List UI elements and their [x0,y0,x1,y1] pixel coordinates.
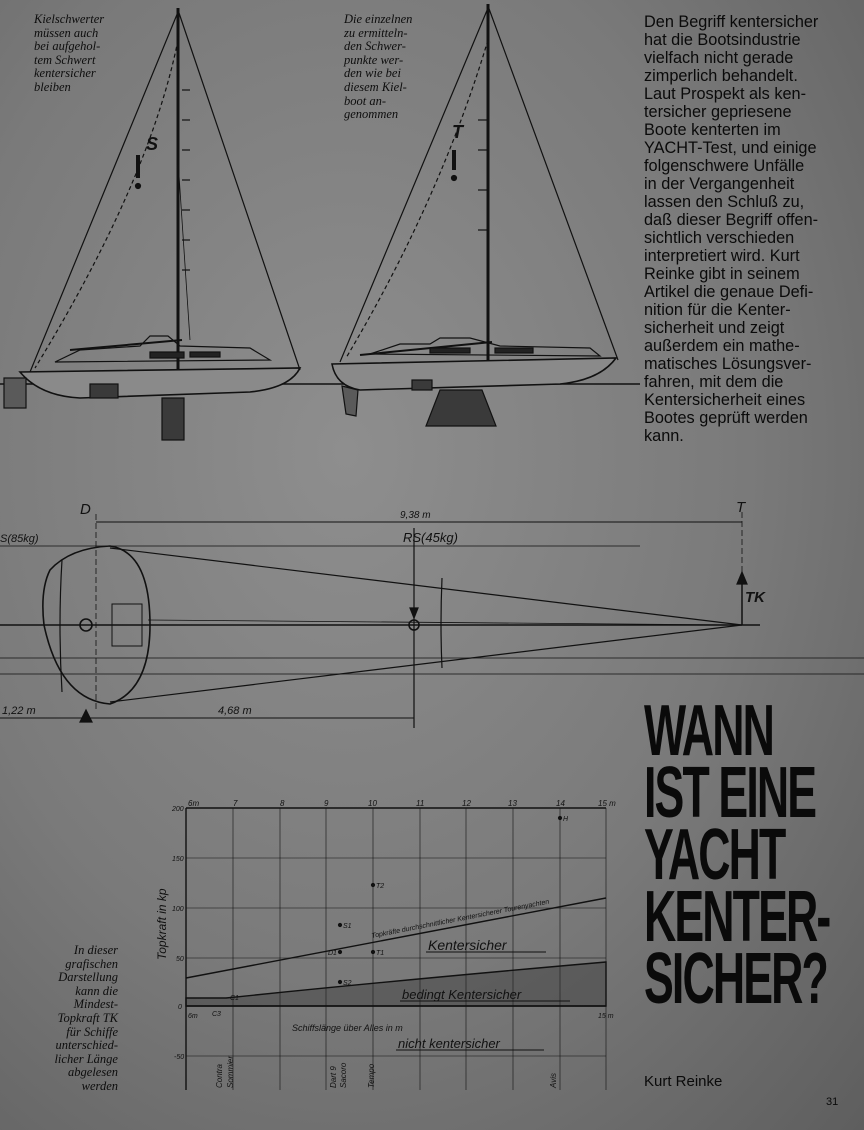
headline-line: SICHER? [644,939,827,1019]
caption-centers: Die einzelnen zu ermitteln- den Schwer- punkte wer- den wie bei diesem Kiel- boot an- genommen [344,12,413,122]
zone-unsafe-label: nicht kentersicher [398,1036,500,1051]
intro-paragraph: Den Begriff kentersicher hat die Bootsindustrie vielfach nicht gerade zimperlich behandelt. Laut Prospekt als ken- tersicher gepriesene Boote kenterten im YACHT-Test, und einige folgenschwere Unfälle in der Vergangenheit lassen den Schluß zu, daß dieser Begriff offen- sichtlich verschieden interpretiert wird. Kurt Reinke gibt in seinem Artikel die genaue Defi- nition für die Kenter- sicherheit und zeigt außerdem ein mathe- matisches Lösungsver- fahren, mit dem die Kentersicherheit eines Bootes geprüft werden kann. [644,13,819,445]
x-tick: 9 [324,799,329,808]
plan-s-label: S(85kg) [0,533,39,545]
zone-safe-label: Kentersicher [428,937,507,953]
plan-dim-mid: 4,68 m [218,705,252,717]
plan-rs-label: RS(45kg) [403,530,458,545]
headline-line: WANN [644,691,773,771]
caption-graph: In dieser grafischen Darstellung kann die Mindest- Topkraft TK für Schiffe unterschied- licher Länge abgelesen werden [54,943,118,1093]
boat-name-label: Contra [215,1063,224,1088]
graph-point-label: T1 [376,950,385,957]
graph-point-label: D1 [328,950,337,957]
graph-point-label: C3 [212,1011,221,1018]
right-sail-label: T [452,122,463,142]
boat-name-label: Sacoro [339,1062,348,1088]
x-tick: 15 m [598,799,616,808]
plan-label-d: D [80,501,91,518]
y-tick: 50 [176,956,184,963]
y-tick: 200 [172,806,184,813]
y-tick: 0 [178,1004,182,1011]
left-sail-label: S [146,134,159,154]
graph-ylabel: Topkraft in kp [155,888,169,960]
headline-line: KENTER- [644,877,830,957]
plan-label-t: T [736,499,746,516]
graph-point-label: C1 [230,995,239,1002]
graph-point-label: T2 [376,883,385,890]
plan-dim-left: 1,22 m [2,705,36,717]
zone-conditional-label: bedingt Kentersicher [402,987,522,1002]
boat-name-label: Tempo [367,1063,376,1088]
x-tick-bottom: 15 m [598,1013,614,1020]
y-tick: 100 [172,906,184,913]
plan-dim-total: 9,38 m [400,510,431,521]
x-tick-bottom: 6m [188,1013,198,1020]
graph-point-label: H [563,816,569,823]
x-tick: 7 [233,799,238,808]
x-tick: 6m [188,799,200,808]
headline [644,691,864,1019]
boat-name-label: Dart 9 [329,1066,338,1088]
headline-line: IST EINE [644,753,816,833]
y-tick: 150 [172,856,184,863]
graph-point-label: S2 [343,980,352,987]
plan-label-tk: TK [745,589,765,606]
x-tick: 10 [368,799,377,808]
x-tick: 14 [556,799,565,808]
x-tick: 11 [416,799,425,808]
graph-point-label: S1 [343,923,352,930]
author-byline: Kurt Reinke [644,1073,723,1090]
x-tick: 8 [280,799,285,808]
x-tick: 12 [462,799,471,808]
graph-curve-label: Topkräfte durchschnittlicher Kentersicherer Tourenyachten [371,898,550,940]
graph-xlabel: Schiffslänge über Alles in m [292,1023,403,1033]
page-number: 31 [826,1096,839,1108]
headline-line: YACHT [644,815,785,895]
boat-name-label: Avis [549,1073,558,1088]
boat-name-label: Sommier [226,1055,235,1088]
y-tick: -50 [174,1054,185,1061]
x-tick: 13 [508,799,517,808]
caption-keel-centerboard: Kielschwerter müssen auch bei aufgehol- tem Schwert kentersicher bleiben [34,12,105,94]
